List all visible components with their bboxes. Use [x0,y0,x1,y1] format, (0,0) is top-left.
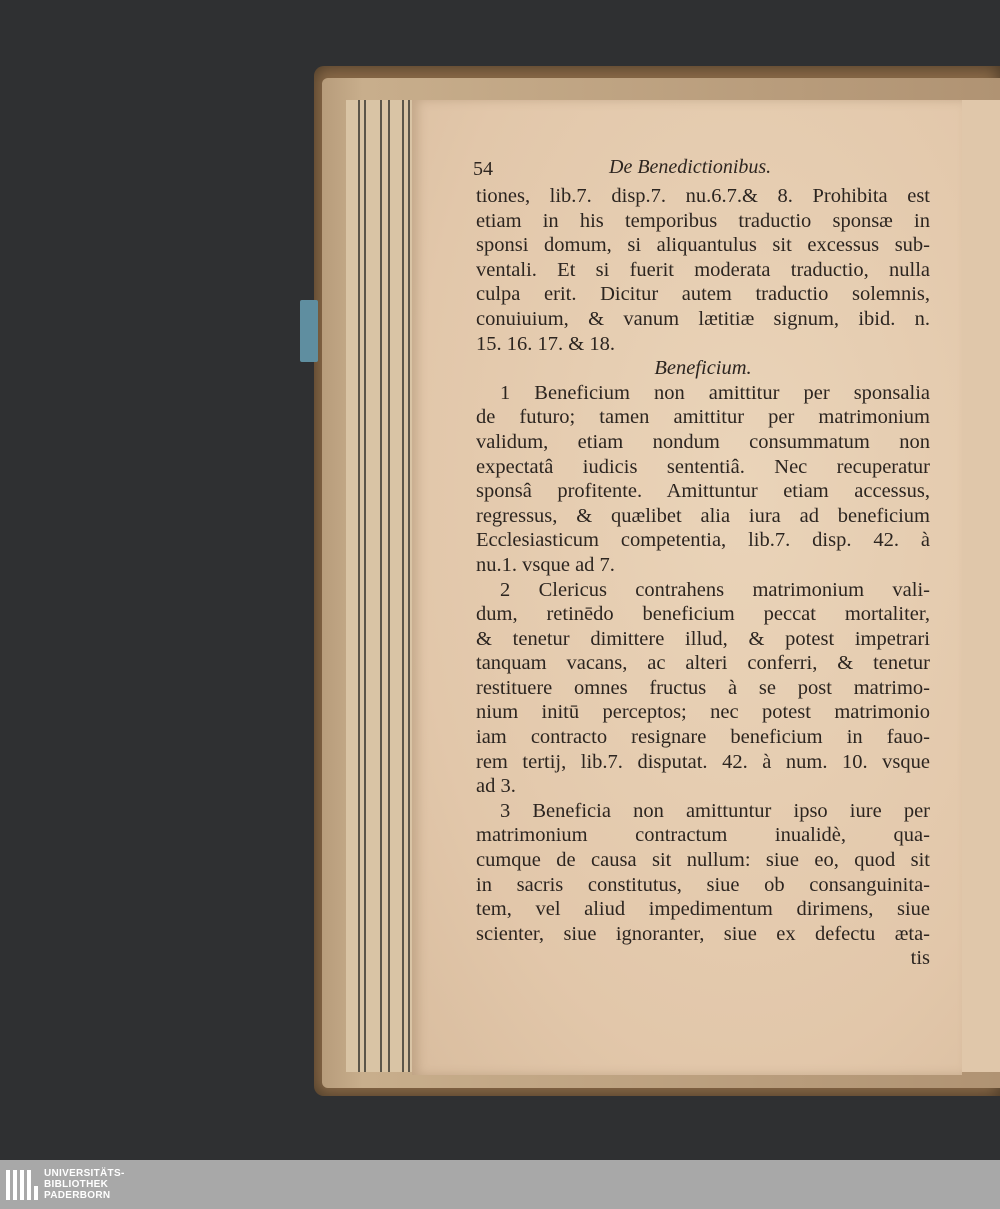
text-line: rem tertij, lib.7. disputat. 42. à num. 10. vsque [476,750,930,773]
text-line: de futuro; tamen amittitur per matrimonium [476,406,930,429]
text-line: etiam in his temporibus traductio sponsæ in [476,209,930,232]
text-line: tanquam vacans, ac alteri conferri, & tenetur [476,652,930,675]
text-line: 2 Clericus contrahens matrimonium vali- [500,578,930,601]
text-line: conuiuium, & vanum lætitiæ signum, ibid. n. [476,307,930,330]
text-line: regressus, & quælibet alia iura ad beneficium [476,504,930,527]
text-line: tiones, lib.7. disp.7. nu.6.7.& 8. Prohibita est [476,185,930,207]
page-body-text [476,184,930,971]
logo-line: BIBLIOTHEK [44,1179,109,1190]
text-line: nu.1. vsque ad 7. [476,553,615,576]
text-line: matrimonium contractum inualidè, qua- [476,824,930,847]
text-line: 3 Beneficia non amittuntur ipso iure per [500,799,930,822]
text-line: dum, retinēdo beneficium peccat mortaliter, [476,603,930,626]
library-logo[interactable] [6,1168,125,1201]
text-line: tis [910,947,930,970]
text-line: ventali. Et si fuerit moderata traductio, nulla [476,258,930,281]
text-line: tem, vel aliud impedimentum dirimens, siue [476,898,930,921]
bookmark-tab [300,300,318,362]
library-logo-icon [6,1170,38,1200]
text-line: scienter, siue ignoranter, siue ex defectu æta- [476,922,930,945]
facing-page-edge [958,100,1000,1072]
text-line: iam contracto resignare beneficium in fauo- [476,726,930,749]
text-line: validum, etiam nondum consummatum non [476,430,930,453]
text-line: 1 Beneficium non amittitur per sponsalia [500,381,930,404]
text-line: Ecclesiasticum competentia, lib.7. disp. 42. à [476,529,930,552]
logo-line: PADERBORN [44,1190,111,1201]
running-title: De Benedictionibus. [609,156,772,178]
text-line: 15. 16. 17. & 18. [476,332,615,355]
section-heading: Beneficium. [654,357,752,380]
page-header [473,152,923,182]
text-line: sponsi domum, si aliquantulus sit excessus sub- [476,234,930,257]
text-line: nium initū perceptos; nec potest matrimonio [476,701,930,724]
text-line: culpa erit. Dicitur autem traductio solemnis, [476,283,930,306]
text-line: expectatâ iudicis sententiâ. Nec recuperatur [476,455,930,478]
text-line: ad 3. [476,775,516,798]
footer-bar [0,1160,1000,1209]
text-line: cumque de causa sit nullum: siue eo, quod sit [476,849,930,872]
text-line: in sacris constitutus, siue ob consanguinita- [476,873,930,896]
library-logo-text [44,1168,125,1201]
text-line: sponsâ profitente. Amittuntur etiam accessus, [476,480,930,503]
page-number: 54 [473,158,493,180]
text-line: restituere omnes fructus à se post matrimo- [476,676,930,699]
text-line: & tenetur dimittere illud, & potest impetrari [476,627,930,650]
logo-line: UNIVERSITÄTS- [44,1168,125,1179]
